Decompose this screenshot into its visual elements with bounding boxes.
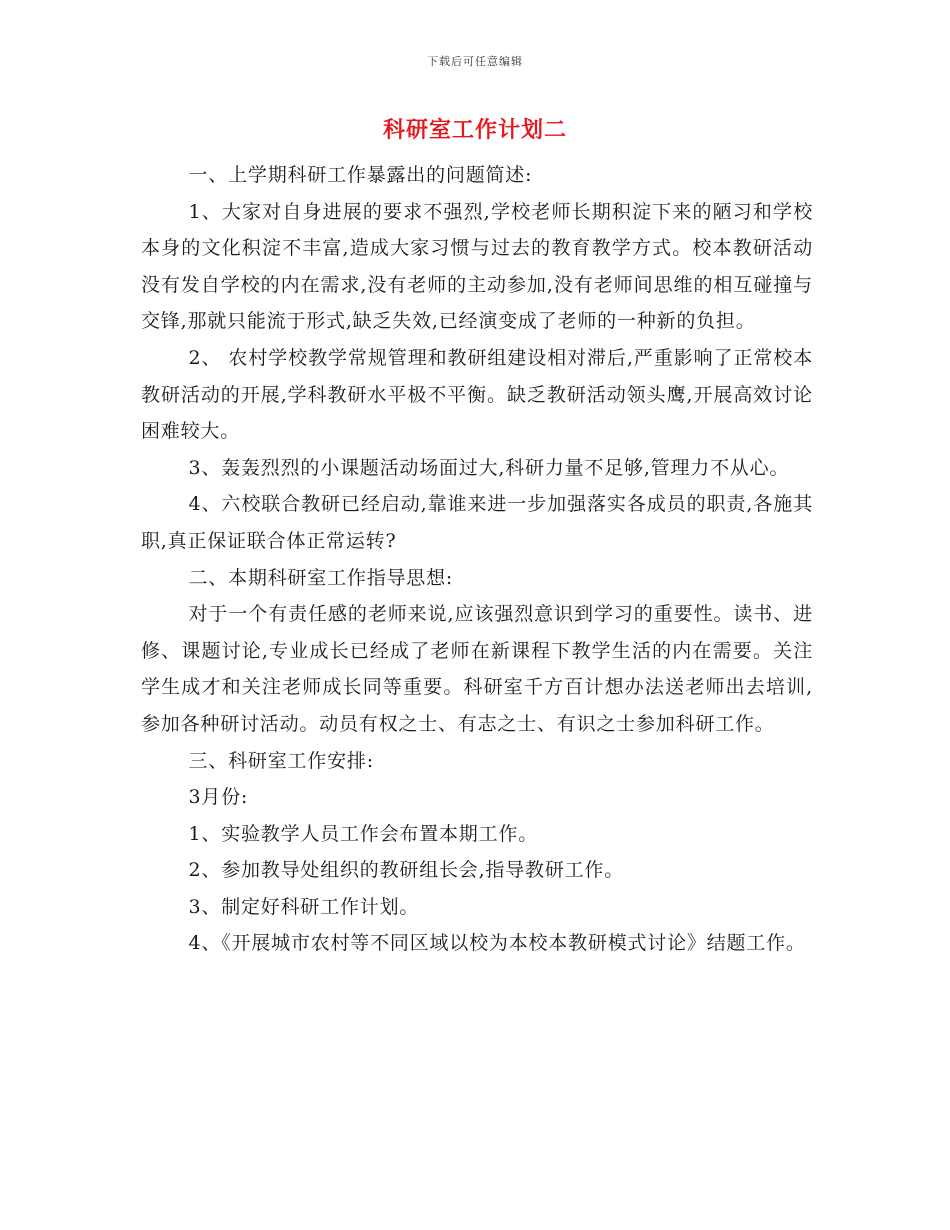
month-heading: 3月份: (188, 786, 249, 809)
paragraph: 1、大家对自身进展的要求不强烈,学校老师长期积淀下来的陋习和学校本身的文化积淀不丰富,造成大家习惯与过去的教育教学方式。校本教研活动没有发自学校的内在需求,没有老师的主动参加,没有老师间思维的相互碰撞与交锋,那就只能流于形式,缺乏失效,已经演变成了老师的一种新的负担。 (141, 200, 813, 333)
section-heading-3: 三、科研室工作安排: (188, 749, 374, 772)
section-heading-2: 二、本期科研室工作指导思想: (188, 566, 454, 589)
list-item: 3、制定好科研工作计划。 (188, 895, 420, 918)
paragraph: 2、 农村学校教学常规管理和教研组建设相对滞后,严重影响了正常校本教研活动的开展,学科教研水平极不平衡。缺乏教研活动领头鹰,开展高效讨论困难较大。 (141, 346, 813, 443)
list-item: 4、《开展城市农村等不同区域以校为本校本教研模式讨论》结题工作。 (188, 932, 806, 955)
paragraph: 对于一个有责任感的老师来说,应该强烈意识到学习的重要性。读书、进修、课题讨论,专业成长已经成了老师在新课程下教学生活的内在需要。关注学生成才和关注老师成长同等重要。科研室千方百计想办法送老师出去培训,参加各种研讨活动。动员有权之士、有志之士、有识之士参加科研工作。 (141, 603, 813, 735)
header-note: 下载后可任意编辑 (427, 55, 523, 68)
list-item: 1、实验教学人员工作会布置本期工作。 (188, 822, 538, 845)
paragraph: 3、轰轰烈烈的小课题活动场面过大,科研力量不足够,管理力不从心。 (188, 456, 790, 479)
paragraph: 4、六校联合教研已经启动,靠谁来进一步加强落实各成员的职责,各施其职,真正保证联合体正常运转? (141, 493, 813, 552)
list-item: 2、参加教导处组织的教研组长会,指导教研工作。 (188, 859, 625, 882)
section-heading-1: 一、上学期科研工作暴露出的问题简述: (188, 164, 533, 186)
document-body (141, 157, 813, 962)
document-title: 科研室工作计划二 (382, 117, 567, 143)
